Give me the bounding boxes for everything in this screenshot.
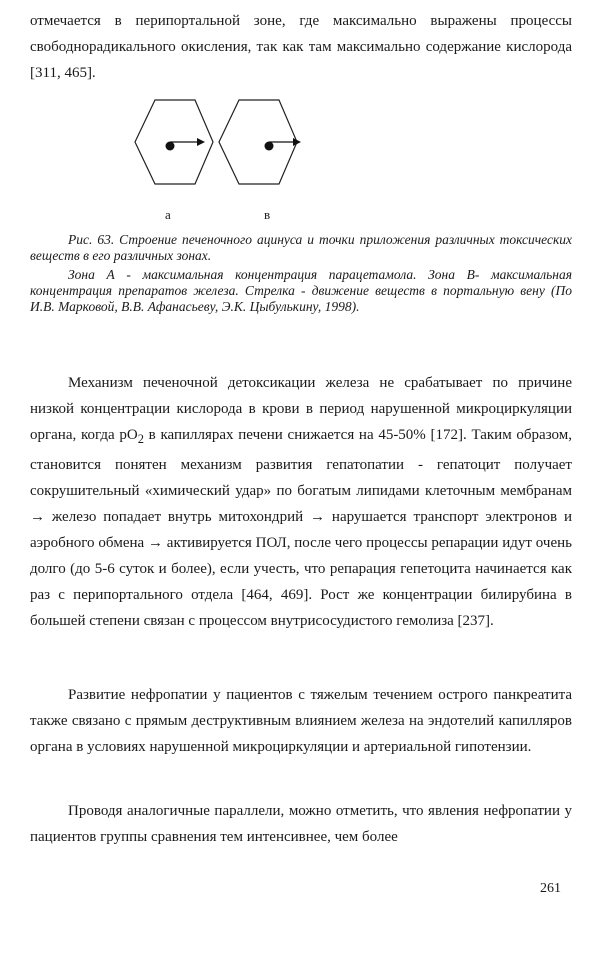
po2-subscript: 2 bbox=[137, 432, 144, 446]
acinus-figure bbox=[125, 92, 325, 197]
intro-paragraph: отмечается в перипортальной зоне, где максимально выражены процессы свободнорадикального окисления, так как там максимально содержание кислорода [311, 465]. bbox=[30, 13, 572, 81]
paragraph-iron-detox-rest: в капиллярах печени снижается на 45-50% [172]. Таким образом, становится понятен механизм развития гепатопатии - гепатоцит получает сокрушительный «химический удар» по богатым липидами клеточным мембранам → железо попадает внутрь митохондрий → нарушается транспорт электронов и аэробного обмена → активируется ПОЛ, после чего процессы репарации идут очень долго (до 5-6 суток и более), если учесть, что репарация гепетоцита начинается как раз с перипортального отдела [464, 469]. Рост же концентрации билирубина в большей степени связан с процессом внутрисосудистого гемолиза [237]. bbox=[30, 427, 572, 629]
dot-b bbox=[265, 142, 274, 151]
figure-caption-title: Рис. 63. Строение печеночного ацинуса и точки приложения различных токсических веществ в его различных зонах. bbox=[30, 232, 572, 263]
paragraph-iron-detox-start: Механизм печеночной детоксикации железа не срабатывает по причине низкой концентрации кислорода в крови в период нарушенной микроциркуляции органа, когда pO bbox=[30, 375, 572, 443]
arrow-b-head bbox=[293, 138, 301, 146]
paragraph-nephropathy: Развитие нефропатии у пациентов с тяжелым течением острого панкреатита также связано с прямым деструктивным влиянием железа на эндотелий капилляров органа в условиях нарушенной микроциркуляции и артериальной гипотензии. bbox=[30, 687, 572, 755]
page-number: 261 bbox=[540, 881, 561, 896]
paragraph-parallels: Проводя аналогичные параллели, можно отметить, что явления нефропатии у пациентов группы сравнения тем интенсивнее, чем более bbox=[30, 803, 572, 845]
figure-label-b: в bbox=[264, 207, 271, 222]
paragraph-iron-detox bbox=[30, 370, 572, 634]
figure-caption-zones: Зона А - максимальная концентрация парацетамола. Зона В- максимальная концентрация препаратов железа. Стрелка - движение веществ в портальную вену (По И.В. Марковой, В.В. Афанасьеву, Э.К. Цыбулькину, 1998). bbox=[30, 267, 572, 314]
figure-label-a: а bbox=[165, 207, 171, 222]
dot-a bbox=[166, 142, 175, 151]
arrow-a-head bbox=[197, 138, 205, 146]
